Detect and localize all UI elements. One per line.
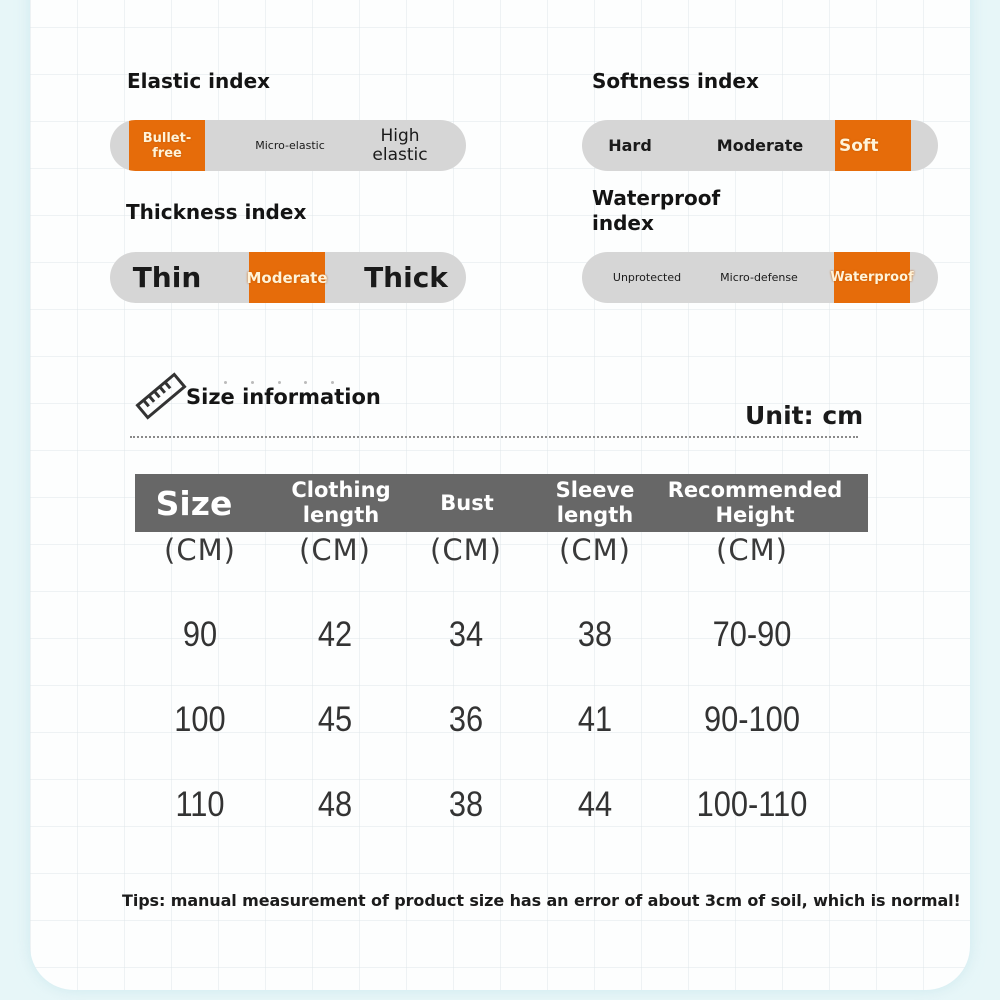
unit-bust: (CM) [430,533,502,567]
waterproof-index-scale [582,252,938,303]
unit-size: (CM) [164,533,236,567]
elastic-option-high-elastic: High elastic [372,125,428,165]
softness-option-hard: Hard [608,136,652,155]
header-recommended-height [663,474,847,532]
unit-recommended-height: (CM) [716,533,788,567]
thickness-index-scale [110,252,466,303]
measurement-tips: Tips: manual measurement of product size has an error of about 3cm of soil, which is normal! [122,891,961,910]
table-cell: 42 [317,615,353,654]
table-cell: 36 [448,700,484,739]
size-table-header [135,474,868,532]
thickness-option-thick: Thick [364,261,448,294]
softness-option-moderate: Moderate [716,136,804,155]
unit-clothing-length: (CM) [299,533,371,567]
table-cell: 45 [317,700,353,739]
table-cell: 90 [182,615,218,654]
table-cell: 38 [448,785,484,824]
header-bust-label: Bust [440,490,494,515]
table-cell: 41 [577,700,613,739]
waterproof-option-unprotected: Unprotected [612,271,682,284]
table-cell: 34 [448,615,484,654]
thickness-option-thin: Thin [132,261,202,294]
elastic-option-micro-elastic: Micro-elastic [255,139,325,152]
waterproof-option-micro-defense: Micro-defense [720,271,798,284]
table-cell: 44 [577,785,613,824]
thickness-option-moderate: Moderate [249,252,325,303]
header-clothing-length-line1: Clothing [291,478,391,502]
header-sleeve-length-line1: Sleeve [555,478,635,502]
softness-option-soft: Soft [835,120,911,171]
table-cell: 100 [174,700,226,739]
thickness-index-title: Thickness index [126,200,307,224]
table-cell: 38 [577,615,613,654]
header-size [135,474,253,532]
unit-sleeve-length: (CM) [559,533,631,567]
header-clothing-length [271,474,411,532]
table-cell: 110 [175,785,225,824]
elastic-index-title: Elastic index [127,69,271,93]
header-recommended-height-line2: Height [715,503,795,527]
size-information-title: Size information [186,385,381,409]
dotted-divider [130,436,858,438]
table-cell: 100-110 [696,785,808,824]
header-bust [419,474,515,532]
header-sleeve-length-line2: length [556,503,634,527]
softness-index-title: Softness index [592,69,759,93]
softness-index-scale [582,120,938,171]
table-cell: 90-100 [704,700,800,739]
waterproof-index-title [592,186,720,236]
waterproof-title-line2: index [592,211,654,235]
header-recommended-height-line1: Recommended [667,478,843,502]
elastic-option-bullet-free: Bullet-free [129,120,205,171]
header-sleeve-length [535,474,655,532]
table-cell: 70-90 [712,615,792,654]
waterproof-option-waterproof: Waterproof [834,252,910,303]
ruler-icon [133,368,189,424]
waterproof-title-line1: Waterproof [592,186,721,210]
table-cell: 48 [317,785,353,824]
elastic-index-scale [110,120,466,171]
unit-label: Unit: cm [745,401,864,430]
header-clothing-length-line2: length [302,503,380,527]
header-size-label: Size [155,483,233,523]
